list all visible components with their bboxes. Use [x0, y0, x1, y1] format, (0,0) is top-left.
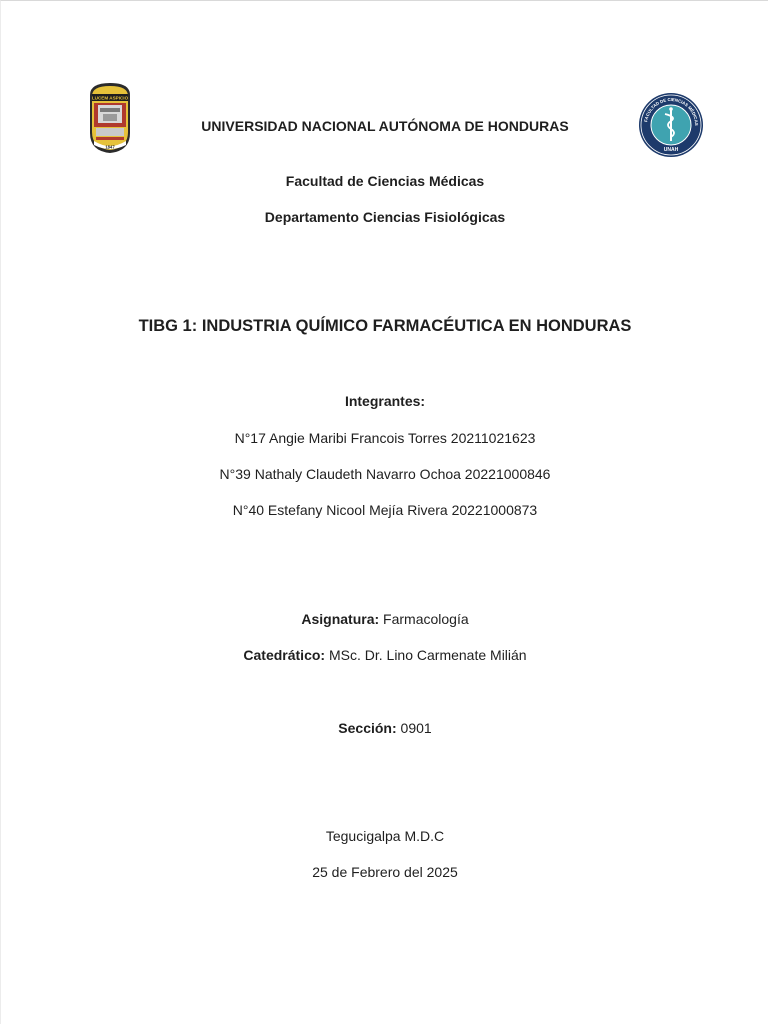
member-2: N°39 Nathaly Claudeth Navarro Ochoa 20221000846	[219, 466, 551, 482]
member-3: N°40 Estefany Nicool Mejía Rivera 20221000873	[232, 502, 538, 518]
member-1: N°17 Angie Maribi Francois Torres 20211021623	[234, 430, 536, 446]
professor-value: MSc. Dr. Lino Carmenate Milián	[325, 647, 527, 663]
members-heading: Integrantes:	[344, 393, 426, 409]
document-title: TIBG 1: INDUSTRIA QUÍMICO FARMACÉUTICA EN HONDURAS	[138, 317, 632, 335]
course-line	[1, 610, 768, 628]
section-label: Sección:	[338, 720, 397, 736]
course-value: Farmacología	[379, 611, 469, 627]
seal-ring-text: FACULTAD DE CIENCIAS MÉDICAS	[643, 96, 700, 126]
professor-line	[1, 646, 768, 664]
faculty-name: Facultad de Ciencias Médicas	[285, 173, 485, 189]
section-line	[1, 719, 768, 737]
date: 25 de Febrero del 2025	[312, 864, 458, 880]
department-name: Departamento Ciencias Fisiológicas	[264, 209, 506, 225]
shield-year: 1847	[105, 144, 115, 150]
professor-label: Catedrático:	[243, 647, 326, 663]
university-name: UNIVERSIDAD NACIONAL AUTÓNOMA DE HONDURAS	[201, 118, 569, 134]
city: Tegucigalpa M.D.C	[325, 828, 445, 844]
section-value: 0901	[396, 720, 432, 736]
seal-bottom-text: UNAH	[663, 147, 679, 153]
shield-motto: LUCEM ASPICIO	[91, 95, 129, 101]
course-label: Asignatura:	[301, 611, 380, 627]
